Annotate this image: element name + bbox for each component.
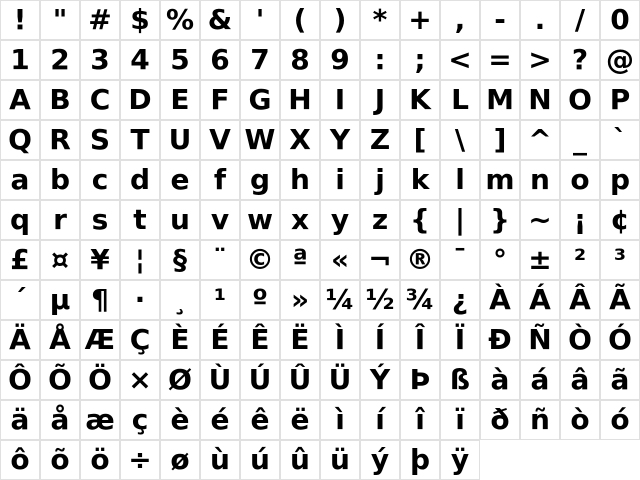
glyph-cell[interactable]: h: [280, 160, 320, 200]
glyph-cell[interactable]: Æ: [80, 320, 120, 360]
glyph-cell[interactable]: p: [600, 160, 640, 200]
glyph-cell[interactable]: 6: [200, 40, 240, 80]
glyph-cell[interactable]: [: [400, 120, 440, 160]
glyph-cell[interactable]: x: [280, 200, 320, 240]
glyph-cell[interactable]: y: [320, 200, 360, 240]
glyph-cell[interactable]: Ï: [440, 320, 480, 360]
glyph-cell[interactable]: ¢: [600, 200, 640, 240]
glyph-cell[interactable]: r: [40, 200, 80, 240]
glyph-cell[interactable]: Â: [560, 280, 600, 320]
glyph-cell[interactable]: å: [40, 400, 80, 440]
glyph-cell[interactable]: Î: [400, 320, 440, 360]
glyph-cell[interactable]: E: [160, 80, 200, 120]
glyph-cell[interactable]: Ä: [0, 320, 40, 360]
glyph-cell[interactable]: L: [440, 80, 480, 120]
glyph-cell[interactable]: _: [560, 120, 600, 160]
glyph-cell[interactable]: 0: [600, 0, 640, 40]
glyph-cell[interactable]: ¶: [80, 280, 120, 320]
glyph-cell[interactable]: ï: [440, 400, 480, 440]
glyph-cell[interactable]: ³: [600, 240, 640, 280]
glyph-cell[interactable]: !: [0, 0, 40, 40]
glyph-cell[interactable]: ð: [480, 400, 520, 440]
glyph-cell[interactable]: ¥: [80, 240, 120, 280]
glyph-cell[interactable]: þ: [400, 440, 440, 480]
glyph-cell[interactable]: Õ: [40, 360, 80, 400]
glyph-cell[interactable]: ¸: [160, 280, 200, 320]
glyph-cell[interactable]: °: [480, 240, 520, 280]
glyph-cell[interactable]: È: [160, 320, 200, 360]
glyph-cell[interactable]: ±: [520, 240, 560, 280]
glyph-cell[interactable]: m: [480, 160, 520, 200]
glyph-cell[interactable]: W: [240, 120, 280, 160]
glyph-cell[interactable]: >: [520, 40, 560, 80]
glyph-cell[interactable]: (: [280, 0, 320, 40]
glyph-cell[interactable]: Y: [320, 120, 360, 160]
glyph-cell[interactable]: w: [240, 200, 280, 240]
glyph-cell[interactable]: è: [160, 400, 200, 440]
glyph-cell[interactable]: «: [320, 240, 360, 280]
glyph-cell[interactable]: ,: [440, 0, 480, 40]
glyph-cell[interactable]: Á: [520, 280, 560, 320]
glyph-cell[interactable]: V: [200, 120, 240, 160]
glyph-cell[interactable]: Ô: [0, 360, 40, 400]
glyph-cell[interactable]: f: [200, 160, 240, 200]
glyph-cell[interactable]: a: [0, 160, 40, 200]
glyph-cell[interactable]: g: [240, 160, 280, 200]
glyph-cell[interactable]: l: [440, 160, 480, 200]
glyph-cell[interactable]: Ü: [320, 360, 360, 400]
glyph-cell[interactable]: ý: [360, 440, 400, 480]
glyph-cell[interactable]: z: [360, 200, 400, 240]
glyph-cell[interactable]: ²: [560, 240, 600, 280]
glyph-cell[interactable]: ®: [400, 240, 440, 280]
glyph-cell[interactable]: *: [360, 0, 400, 40]
glyph-cell[interactable]: ù: [200, 440, 240, 480]
glyph-cell[interactable]: S: [80, 120, 120, 160]
glyph-cell[interactable]: ?: [560, 40, 600, 80]
glyph-cell[interactable]: <: [440, 40, 480, 80]
glyph-cell[interactable]: M: [480, 80, 520, 120]
glyph-cell[interactable]: &: [200, 0, 240, 40]
glyph-cell[interactable]: D: [120, 80, 160, 120]
glyph-cell[interactable]: o: [560, 160, 600, 200]
glyph-cell[interactable]: .: [520, 0, 560, 40]
glyph-cell[interactable]: ´: [0, 280, 40, 320]
glyph-cell[interactable]: C: [80, 80, 120, 120]
glyph-cell[interactable]: Þ: [400, 360, 440, 400]
glyph-cell[interactable]: ©: [240, 240, 280, 280]
glyph-cell[interactable]: ö: [80, 440, 120, 480]
glyph-cell[interactable]: Ç: [120, 320, 160, 360]
glyph-cell[interactable]: c: [80, 160, 120, 200]
glyph-cell[interactable]: ¬: [360, 240, 400, 280]
glyph-cell[interactable]: B: [40, 80, 80, 120]
glyph-cell[interactable]: ã: [600, 360, 640, 400]
glyph-cell[interactable]: O: [560, 80, 600, 120]
glyph-cell[interactable]: {: [400, 200, 440, 240]
glyph-cell[interactable]: d: [120, 160, 160, 200]
glyph-cell[interactable]: ñ: [520, 400, 560, 440]
glyph-cell[interactable]: ÷: [120, 440, 160, 480]
glyph-cell[interactable]: õ: [40, 440, 80, 480]
glyph-cell[interactable]: ": [40, 0, 80, 40]
glyph-cell[interactable]: í: [360, 400, 400, 440]
glyph-cell[interactable]: ó: [600, 400, 640, 440]
glyph-cell[interactable]: Ø: [160, 360, 200, 400]
glyph-cell[interactable]: û: [280, 440, 320, 480]
glyph-cell[interactable]: $: [120, 0, 160, 40]
glyph-cell[interactable]: º: [240, 280, 280, 320]
glyph-cell[interactable]: ì: [320, 400, 360, 440]
glyph-cell[interactable]: ø: [160, 440, 200, 480]
glyph-cell[interactable]: Z: [360, 120, 400, 160]
glyph-cell[interactable]: 7: [240, 40, 280, 80]
glyph-cell[interactable]: ]: [480, 120, 520, 160]
glyph-cell[interactable]: ;: [400, 40, 440, 80]
glyph-cell[interactable]: 2: [40, 40, 80, 80]
glyph-cell[interactable]: 5: [160, 40, 200, 80]
glyph-cell[interactable]: ¨: [200, 240, 240, 280]
glyph-cell[interactable]: »: [280, 280, 320, 320]
glyph-cell[interactable]: Ê: [240, 320, 280, 360]
glyph-cell[interactable]: ü: [320, 440, 360, 480]
glyph-cell[interactable]: Ì: [320, 320, 360, 360]
glyph-cell[interactable]: ¼: [320, 280, 360, 320]
glyph-cell[interactable]: +: [400, 0, 440, 40]
glyph-cell[interactable]: #: [80, 0, 120, 40]
glyph-cell[interactable]: æ: [80, 400, 120, 440]
glyph-cell[interactable]: à: [480, 360, 520, 400]
glyph-cell[interactable]: Ý: [360, 360, 400, 400]
glyph-cell[interactable]: j: [360, 160, 400, 200]
glyph-cell[interactable]: ¾: [400, 280, 440, 320]
glyph-cell[interactable]: F: [200, 80, 240, 120]
glyph-cell[interactable]: ÿ: [440, 440, 480, 480]
glyph-cell[interactable]: Û: [280, 360, 320, 400]
glyph-cell[interactable]: Ù: [200, 360, 240, 400]
glyph-cell[interactable]: K: [400, 80, 440, 120]
glyph-cell[interactable]: ò: [560, 400, 600, 440]
glyph-cell[interactable]: ¦: [120, 240, 160, 280]
glyph-cell[interactable]: 8: [280, 40, 320, 80]
glyph-cell[interactable]: i: [320, 160, 360, 200]
glyph-cell[interactable]: á: [520, 360, 560, 400]
glyph-cell[interactable]: ^: [520, 120, 560, 160]
glyph-cell[interactable]: :: [360, 40, 400, 80]
glyph-cell[interactable]: /: [560, 0, 600, 40]
glyph-cell[interactable]: Ú: [240, 360, 280, 400]
glyph-cell[interactable]: t: [120, 200, 160, 240]
glyph-cell[interactable]: Ò: [560, 320, 600, 360]
glyph-cell[interactable]: \: [440, 120, 480, 160]
glyph-cell[interactable]: H: [280, 80, 320, 120]
glyph-cell[interactable]: Ð: [480, 320, 520, 360]
glyph-cell[interactable]: é: [200, 400, 240, 440]
glyph-cell[interactable]: @: [600, 40, 640, 80]
glyph-cell[interactable]: A: [0, 80, 40, 120]
glyph-cell[interactable]: J: [360, 80, 400, 120]
glyph-cell[interactable]: Í: [360, 320, 400, 360]
glyph-cell[interactable]: b: [40, 160, 80, 200]
glyph-cell[interactable]: ·: [120, 280, 160, 320]
glyph-cell[interactable]: n: [520, 160, 560, 200]
glyph-cell[interactable]: T: [120, 120, 160, 160]
glyph-cell[interactable]: 9: [320, 40, 360, 80]
glyph-cell[interactable]: }: [480, 200, 520, 240]
glyph-cell[interactable]: 1: [0, 40, 40, 80]
glyph-cell[interactable]: £: [0, 240, 40, 280]
glyph-cell[interactable]: ¤: [40, 240, 80, 280]
glyph-cell[interactable]: X: [280, 120, 320, 160]
glyph-cell[interactable]: -: [480, 0, 520, 40]
glyph-cell[interactable]: q: [0, 200, 40, 240]
glyph-cell[interactable]: ): [320, 0, 360, 40]
glyph-cell[interactable]: k: [400, 160, 440, 200]
glyph-cell[interactable]: N: [520, 80, 560, 120]
glyph-cell[interactable]: §: [160, 240, 200, 280]
glyph-cell[interactable]: ~: [520, 200, 560, 240]
glyph-cell[interactable]: 4: [120, 40, 160, 80]
glyph-cell[interactable]: ú: [240, 440, 280, 480]
glyph-cell[interactable]: Å: [40, 320, 80, 360]
glyph-cell[interactable]: Ë: [280, 320, 320, 360]
glyph-cell[interactable]: ¡: [560, 200, 600, 240]
glyph-cell[interactable]: =: [480, 40, 520, 80]
glyph-cell[interactable]: %: [160, 0, 200, 40]
glyph-cell[interactable]: ¯: [440, 240, 480, 280]
glyph-cell[interactable]: ': [240, 0, 280, 40]
glyph-cell[interactable]: ½: [360, 280, 400, 320]
glyph-cell[interactable]: Ó: [600, 320, 640, 360]
glyph-cell[interactable]: ¹: [200, 280, 240, 320]
glyph-cell[interactable]: 3: [80, 40, 120, 80]
glyph-cell[interactable]: `: [600, 120, 640, 160]
glyph-cell[interactable]: ô: [0, 440, 40, 480]
glyph-cell[interactable]: ê: [240, 400, 280, 440]
glyph-cell[interactable]: R: [40, 120, 80, 160]
glyph-cell[interactable]: I: [320, 80, 360, 120]
glyph-cell[interactable]: î: [400, 400, 440, 440]
glyph-cell[interactable]: s: [80, 200, 120, 240]
glyph-cell[interactable]: ×: [120, 360, 160, 400]
glyph-cell[interactable]: À: [480, 280, 520, 320]
glyph-cell[interactable]: É: [200, 320, 240, 360]
glyph-cell[interactable]: Q: [0, 120, 40, 160]
glyph-cell[interactable]: ç: [120, 400, 160, 440]
glyph-cell[interactable]: ¿: [440, 280, 480, 320]
glyph-cell[interactable]: ä: [0, 400, 40, 440]
glyph-cell[interactable]: ß: [440, 360, 480, 400]
glyph-cell[interactable]: |: [440, 200, 480, 240]
glyph-cell[interactable]: e: [160, 160, 200, 200]
glyph-cell[interactable]: v: [200, 200, 240, 240]
glyph-cell[interactable]: â: [560, 360, 600, 400]
glyph-cell[interactable]: Ö: [80, 360, 120, 400]
glyph-cell[interactable]: Ñ: [520, 320, 560, 360]
glyph-cell[interactable]: G: [240, 80, 280, 120]
glyph-cell[interactable]: Ã: [600, 280, 640, 320]
glyph-cell[interactable]: ë: [280, 400, 320, 440]
glyph-cell[interactable]: U: [160, 120, 200, 160]
glyph-cell[interactable]: µ: [40, 280, 80, 320]
glyph-cell[interactable]: ª: [280, 240, 320, 280]
glyph-cell[interactable]: P: [600, 80, 640, 120]
glyph-cell[interactable]: u: [160, 200, 200, 240]
